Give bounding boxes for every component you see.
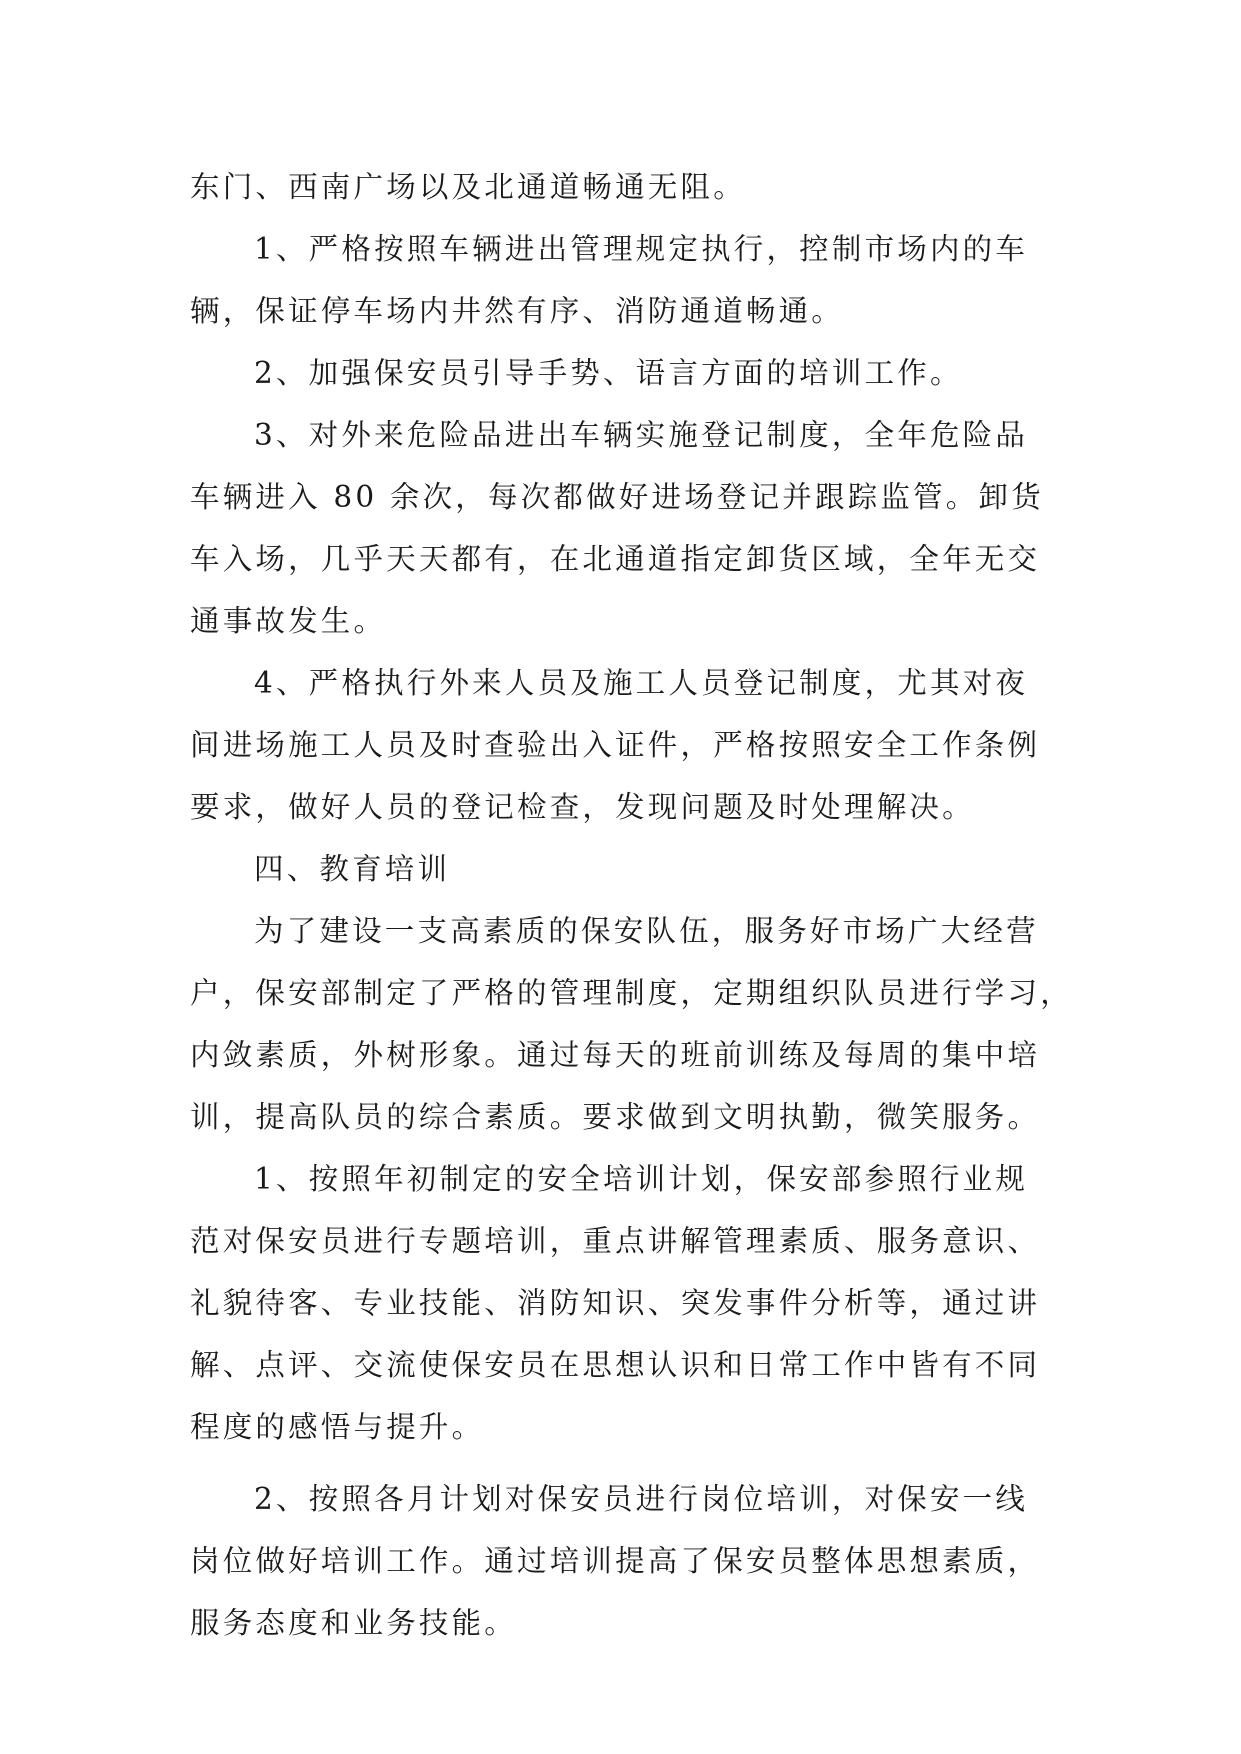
text-line: 训，提高队员的综合素质。要求做到文明执勤，微笑服务。 bbox=[190, 1100, 1041, 1134]
text-line: 范对保安员进行专题培训，重点讲解管理素质、服务意识、 bbox=[190, 1224, 1041, 1258]
text-line: 4、严格执行外来人员及施工人员登记制度，尤其对夜 bbox=[254, 666, 1029, 700]
body-text bbox=[190, 156, 1073, 1654]
text-line: 2、按照各月计划对保安员进行岗位培训，对保安一线 bbox=[254, 1482, 1029, 1516]
text-line: 岗位做好培训工作。通过培训提高了保安员整体思想素质， bbox=[190, 1544, 1041, 1578]
text-line: 户，保安部制定了严格的管理制度，定期组织队员进行学习， bbox=[190, 976, 1073, 1010]
text-line: 间进场施工人员及时查验出入证件，严格按照安全工作条例 bbox=[190, 728, 1041, 762]
text-line: 车入场，几乎天天都有，在北通道指定卸货区域，全年无交 bbox=[190, 542, 1041, 576]
text-line: 礼貌待客、专业技能、消防知识、突发事件分析等，通过讲 bbox=[190, 1286, 1041, 1320]
text-line: 程度的感悟与提升。 bbox=[190, 1410, 485, 1444]
text-line: 通事故发生。 bbox=[190, 604, 387, 638]
text-line: 1、严格按照车辆进出管理规定执行，控制市场内的车 bbox=[254, 232, 1029, 266]
text-line: 要求，做好人员的登记检查，发现问题及时处理解决。 bbox=[190, 790, 975, 824]
text-line: 内敛素质，外树形象。通过每天的班前训练及每周的集中培 bbox=[190, 1038, 1041, 1072]
text-line: 1、按照年初制定的安全培训计划，保安部参照行业规 bbox=[254, 1162, 1029, 1196]
text-line: 2、加强保安员引导手势、语言方面的培训工作。 bbox=[254, 356, 963, 390]
text-line: 东门、西南广场以及北通道畅通无阻。 bbox=[190, 170, 746, 204]
text-line: 解、点评、交流使保安员在思想认识和日常工作中皆有不同 bbox=[190, 1348, 1041, 1382]
section-heading: 四、教育培训 bbox=[254, 852, 451, 886]
text-line: 为了建设一支高素质的保安队伍，服务好市场广大经营 bbox=[254, 914, 1039, 948]
text-line: 车辆进入 80 余次，每次都做好进场登记并跟踪监管。卸货 bbox=[190, 480, 1044, 514]
text-line: 辆，保证停车场内井然有序、消防通道畅通。 bbox=[190, 294, 845, 328]
text-line: 服务态度和业务技能。 bbox=[190, 1606, 518, 1640]
text-line: 3、对外来危险品进出车辆实施登记制度，全年危险品 bbox=[254, 418, 1029, 452]
